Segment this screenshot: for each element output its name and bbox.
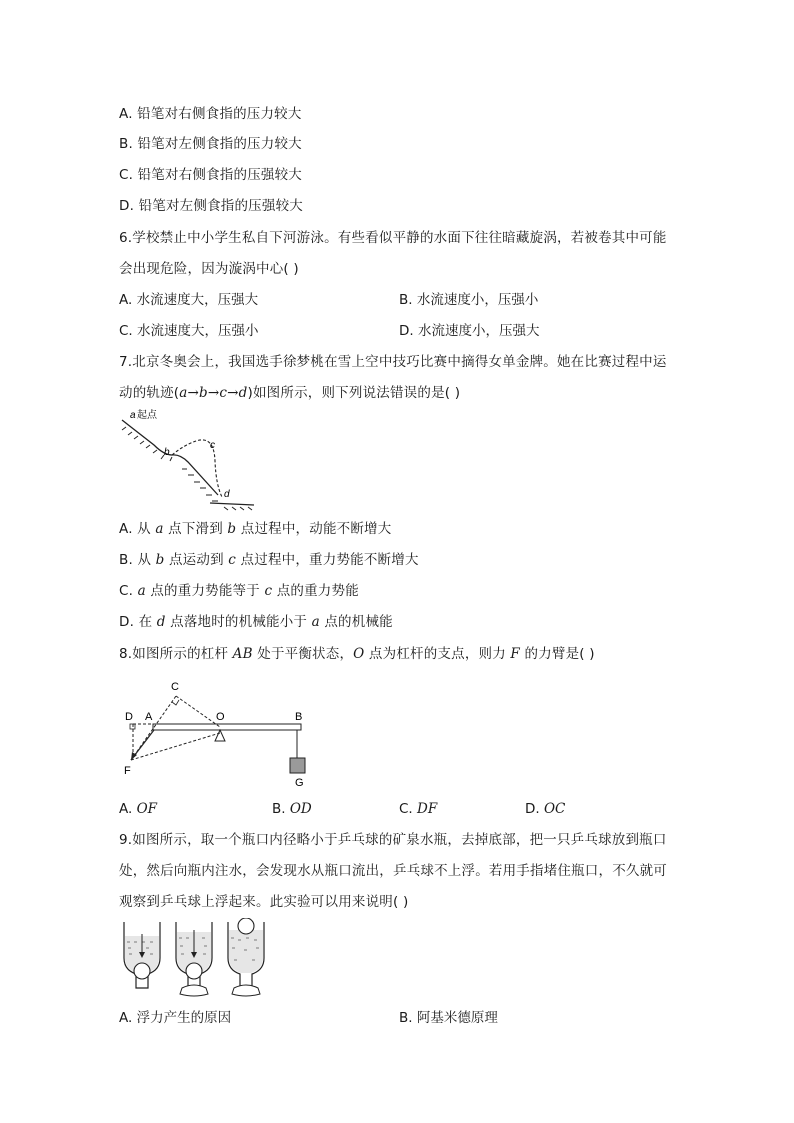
q6-option-c: C. 水流速度大，压强小 bbox=[119, 323, 259, 339]
q7-ground-line bbox=[210, 503, 254, 505]
q9-bottle-1 bbox=[124, 922, 160, 988]
q7-stem-pre: 动的轨迹( bbox=[119, 385, 180, 401]
q8-label-b: B bbox=[295, 711, 303, 723]
q8-option-c: C. DF bbox=[399, 801, 438, 817]
q7-option-c: C. a 点的重力势能等于 c 点的重力势能 bbox=[119, 583, 359, 599]
q8-fulcrum bbox=[215, 730, 225, 741]
q8-label-g: G bbox=[295, 777, 304, 788]
q9-bottle-experiment-figure bbox=[120, 918, 280, 1000]
q7-label-b: b bbox=[164, 447, 170, 458]
q7-label-start: 起点 bbox=[137, 410, 157, 421]
q7-slope-line bbox=[122, 420, 218, 495]
q7-ski-trajectory-figure bbox=[118, 405, 258, 513]
q5-option-b: B. 铅笔对左侧食指的压力较大 bbox=[119, 136, 302, 152]
q8-option-b: B. OD bbox=[272, 801, 312, 817]
q8-lever-bar bbox=[153, 724, 301, 730]
q7-slope-hatch-lower bbox=[182, 469, 218, 501]
q8-label-d: D bbox=[125, 711, 133, 723]
q9-stem-line1: 9.如图所示，取一个瓶口内径略小于乒乓球的矿泉水瓶，去掉底部，把一只乒乓球放到瓶口 bbox=[119, 832, 667, 848]
q5-option-a: A. 铅笔对右侧食指的压力较大 bbox=[119, 106, 302, 122]
q8-option-a: A. OF bbox=[119, 801, 158, 817]
q6-stem-line1: 6.学校禁止中小学生私自下河游泳。有些看似平静的水面下往往暗藏旋涡，若被卷其中可能 bbox=[119, 230, 667, 246]
q7-option-d: D. 在 d 点落地时的机械能小于 a 点的机械能 bbox=[119, 614, 393, 630]
q8-label-c: C bbox=[171, 681, 179, 693]
q8-dashed-co bbox=[176, 696, 220, 727]
q8-stem: 8.如图所示的杠杆 AB 处于平衡状态，O 点为杠杆的支点，则力 F 的力臂是( ) bbox=[119, 646, 595, 662]
q8-weight-g bbox=[290, 758, 305, 773]
q8-label-a: A bbox=[145, 711, 153, 723]
q8-option-d: D. OC bbox=[525, 801, 566, 817]
q7-stem-line2 bbox=[119, 384, 460, 402]
q5-option-c: C. 铅笔对右侧食指的压强较大 bbox=[119, 167, 303, 183]
q7-stem-path: a→b→c→d bbox=[179, 385, 248, 401]
q9-option-a: A. 浮力产生的原因 bbox=[119, 1010, 232, 1026]
q7-label-c: c bbox=[210, 440, 215, 451]
q9-bottle-3 bbox=[228, 918, 264, 996]
q9-option-b: B. 阿基米德原理 bbox=[399, 1010, 498, 1026]
q7-label-a: a bbox=[130, 410, 136, 421]
q7-label-d: d bbox=[224, 489, 230, 500]
q8-label-f: F bbox=[124, 765, 131, 777]
q5-option-d: D. 铅笔对左侧食指的压强较大 bbox=[119, 198, 303, 214]
q7-stem-post: )如图所示，则下列说法错误的是( ) bbox=[247, 385, 461, 401]
q7-option-a: A. 从 a 点下滑到 b 点过程中，动能不断增大 bbox=[119, 521, 392, 537]
q8-dashed-fo bbox=[131, 733, 220, 760]
q6-option-a: A. 水流速度大，压强大 bbox=[119, 292, 259, 308]
q9-stem-line3: 观察到乒乓球上浮起来。此实验可以用来说明( ) bbox=[119, 894, 409, 910]
q9-stem-line2: 处，然后向瓶内注水，会发现水从瓶口流出，乒乓球不上浮。若用手指堵住瓶口，不久就可 bbox=[119, 863, 667, 879]
q6-option-d: D. 水流速度小，压强大 bbox=[399, 323, 540, 339]
q8-label-o: O bbox=[216, 711, 225, 723]
q6-stem-line2: 会出现危险，因为漩涡中心( ) bbox=[119, 261, 299, 277]
q8-lever-figure bbox=[118, 676, 318, 788]
q7-ground-hatch bbox=[224, 507, 252, 510]
q7-stem-line1: 7.北京冬奥会上，我国选手徐梦桃在雪上空中技巧比赛中摘得女单金牌。她在比赛过程中运 bbox=[119, 354, 667, 370]
q9-bottle-2 bbox=[176, 922, 212, 996]
q7-option-b: B. 从 b 点运动到 c 点过程中，重力势能不断增大 bbox=[119, 552, 419, 568]
q6-option-b: B. 水流速度小，压强小 bbox=[399, 292, 539, 308]
